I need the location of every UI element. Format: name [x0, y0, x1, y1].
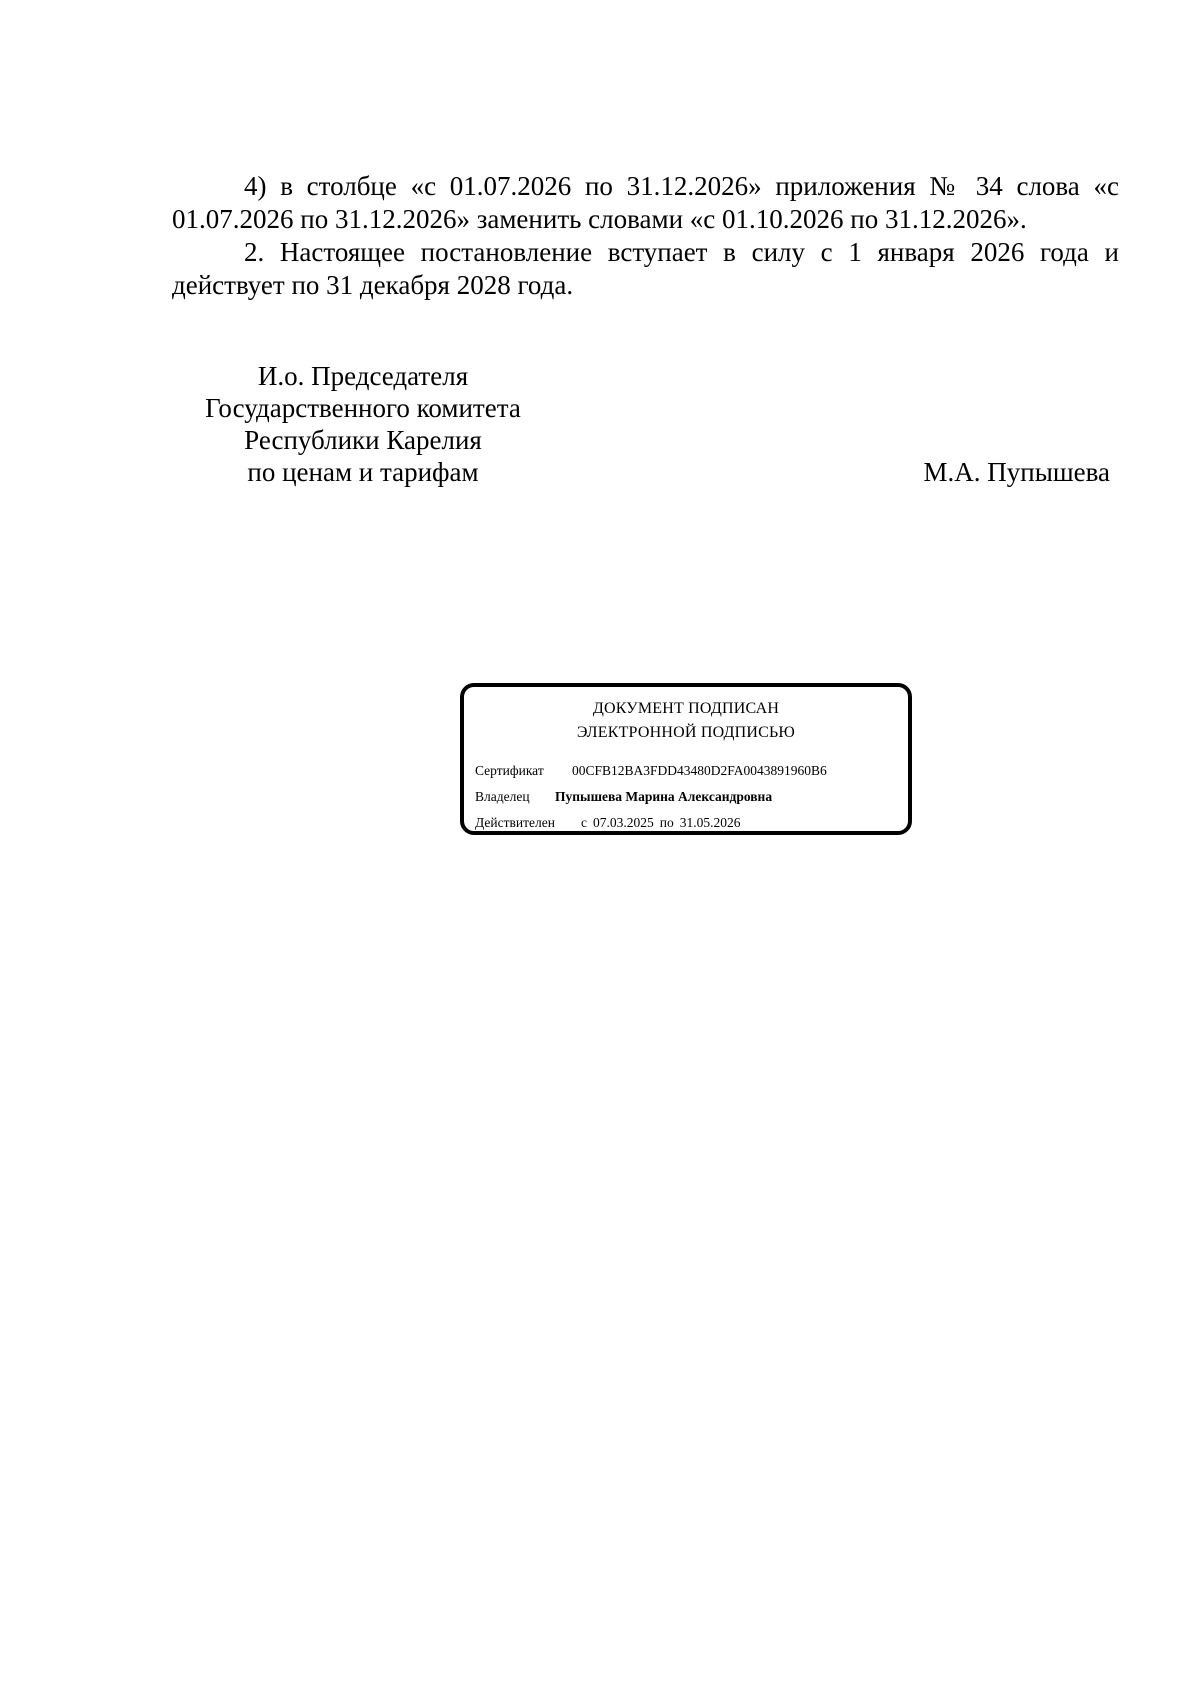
- certificate-label: Сертификат: [475, 763, 544, 778]
- owner-value: Пупышева Марина Александровна: [555, 789, 773, 804]
- signatory-position-line: Государственного комитета: [205, 393, 521, 423]
- paragraph-amendment-item-4: 4) в столбце «с 01.07.2026 по 31.12.2026» приложения № 34 слова «с 01.07.2026 по 31.12.2026» заменить словами «с 01.10.2026 по 31.12.2026».: [172, 171, 1119, 234]
- valid-to-date: 31.05.2026: [679, 815, 741, 830]
- stamp-validity-row: [475, 814, 740, 832]
- stamp-header: [464, 697, 908, 745]
- stamp-header-line: ДОКУМЕНТ ПОДПИСАН: [592, 700, 780, 717]
- signatory-position: [168, 360, 558, 488]
- certificate-value: 00CFB12BA3FDD43480D2FA0043891960B6: [572, 763, 827, 778]
- paragraph-effective-date: 2. Настоящее постановление вступает в силу с 1 января 2026 года и действует по 31 декабря 2028 года.: [172, 237, 1119, 300]
- signatory-name: М.А. Пупышева: [923, 457, 1110, 487]
- valid-label: Действителен: [475, 815, 555, 830]
- owner-label: Владелец: [475, 789, 530, 804]
- signatory-position-line: Республики Карелия: [244, 425, 482, 455]
- electronic-signature-stamp: [460, 683, 912, 835]
- stamp-header-line: ЭЛЕКТРОННОЙ ПОДПИСЬЮ: [576, 724, 796, 741]
- valid-from-prefix: с: [581, 815, 587, 830]
- stamp-owner-row: [475, 788, 772, 806]
- valid-from-date: 07.03.2025: [593, 815, 654, 830]
- stamp-certificate-row: [475, 762, 827, 780]
- signatory-position-line: И.о. Председателя: [257, 361, 469, 391]
- document-body: [172, 170, 1119, 302]
- signatory-position-line: по ценам и тарифам: [247, 457, 479, 487]
- valid-to-prefix: по: [659, 815, 674, 830]
